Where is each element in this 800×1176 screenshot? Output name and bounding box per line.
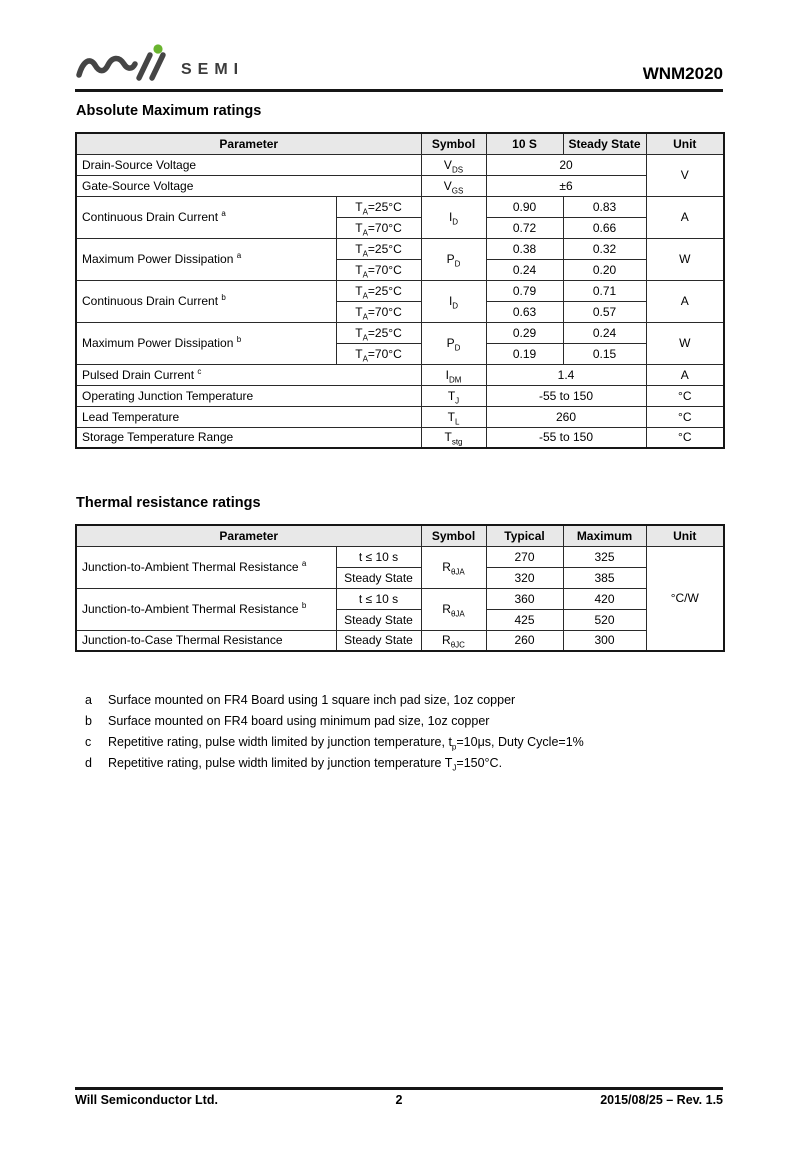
part-number: WNM2020 (642, 64, 723, 83)
footnote-text: Surface mounted on FR4 board using minimum pad size, 1oz copper (108, 714, 490, 728)
table-row (76, 427, 724, 448)
footnotes (75, 693, 723, 773)
unit-cell: A (646, 280, 724, 322)
param-cell: Junction-to-Ambient Thermal Resistance $^b$ (76, 588, 336, 630)
table-row (76, 175, 724, 196)
condition-cell: $T_A=70^\circ C$ (336, 301, 421, 322)
footnote-item (75, 694, 723, 707)
value-cell: 0.38 (486, 238, 563, 259)
header-cell-maximum: Maximum (563, 525, 646, 546)
value-cell: 270 (486, 546, 563, 567)
value-cell: 0.32 (563, 238, 646, 259)
value-cell: ±6 (486, 175, 646, 196)
header-cell-symbol: Symbol (421, 525, 486, 546)
table-row (76, 280, 724, 301)
footer-company: Will Semiconductor Ltd. (75, 1093, 218, 1107)
value-cell: 0.66 (563, 217, 646, 238)
condition-cell: t ≤ 10 s (336, 588, 421, 609)
condition-cell: Steady State (336, 630, 421, 651)
unit-cell: W (646, 238, 724, 280)
condition-cell: $T_A=25^\circ C$ (336, 280, 421, 301)
value-cell: 0.29 (486, 322, 563, 343)
value-cell: 0.24 (486, 259, 563, 280)
table-row (76, 154, 724, 175)
value-cell: 0.63 (486, 301, 563, 322)
header-cell-unit: Unit (646, 133, 724, 154)
param-cell: Drain-Source Voltage (76, 154, 421, 175)
unit-cell: W (646, 322, 724, 364)
symbol-cell: $R_{\theta JA}$ (421, 546, 486, 588)
param-cell: Junction-to-Ambient Thermal Resistance $^a$ (76, 546, 336, 588)
unit-cell: V (646, 154, 724, 196)
symbol-cell: $R_{\theta JC}$ (421, 630, 486, 651)
footnote-item (75, 715, 723, 728)
param-cell: Continuous Drain Current $^a$ (76, 196, 336, 238)
footnote-text: Surface mounted on FR4 Board using 1 square inch pad size, 1oz copper (108, 693, 516, 707)
condition-cell: $T_A=25^\circ C$ (336, 196, 421, 217)
brand-name-text: SEMI (181, 61, 245, 78)
condition-cell: $T_A=70^\circ C$ (336, 217, 421, 238)
value-cell: -55 to 150 (486, 427, 646, 448)
value-cell: 320 (486, 567, 563, 588)
unit-cell: A (646, 364, 724, 385)
value-cell: 20 (486, 154, 646, 175)
condition-cell: Steady State (336, 567, 421, 588)
table-row (76, 630, 724, 651)
condition-cell: Steady State (336, 609, 421, 630)
symbol-cell: $T_L$ (421, 406, 486, 427)
footer-page-number: 2 (395, 1093, 403, 1107)
section-title-thermal-resistance: Thermal resistance ratings (76, 495, 261, 511)
footer-revision: 2015/08/25 – Rev. 1.5 (600, 1093, 724, 1107)
value-cell: 420 (563, 588, 646, 609)
param-cell: Lead Temperature (76, 406, 421, 427)
thermal-resistance-ratings-table (75, 524, 725, 652)
value-cell: 520 (563, 609, 646, 630)
param-cell: Pulsed Drain Current $^c$ (76, 364, 421, 385)
symbol-cell: $R_{\theta JA}$ (421, 588, 486, 630)
condition-cell: t ≤ 10 s (336, 546, 421, 567)
brand-logo (75, 44, 244, 86)
table-row (76, 546, 724, 567)
param-cell: Junction-to-Case Thermal Resistance (76, 630, 336, 651)
header-divider (75, 89, 723, 92)
table-header-row (76, 525, 724, 546)
unit-cell: °C/W (646, 546, 724, 651)
footer-divider (75, 1087, 723, 1090)
param-cell: Storage Temperature Range (76, 427, 421, 448)
table-row (76, 238, 724, 259)
absolute-maximum-ratings-table (75, 132, 725, 449)
value-cell: 0.19 (486, 343, 563, 364)
value-cell: 360 (486, 588, 563, 609)
value-cell: 0.90 (486, 196, 563, 217)
param-cell: Maximum Power Dissipation $^a$ (76, 238, 336, 280)
value-cell: 0.57 (563, 301, 646, 322)
header-cell-parameter: Parameter (76, 133, 421, 154)
param-cell: Operating Junction Temperature (76, 385, 421, 406)
footnote-text: Repetitive rating, pulse width limited by junction temperature $T_J=150^\circ C$. (108, 756, 503, 773)
will-semi-logo-icon (75, 44, 171, 86)
page-footer (75, 1087, 723, 1107)
symbol-cell: $V_{GS}$ (421, 175, 486, 196)
symbol-cell: $P_D$ (421, 238, 486, 280)
param-cell: Gate-Source Voltage (76, 175, 421, 196)
value-cell: 325 (563, 546, 646, 567)
header-cell-unit: Unit (646, 525, 724, 546)
value-cell: 0.15 (563, 343, 646, 364)
symbol-cell: $T_{stg}$ (421, 427, 486, 448)
param-cell: Continuous Drain Current $^b$ (76, 280, 336, 322)
unit-cell: °C (646, 406, 724, 427)
header-cell-symbol: Symbol (421, 133, 486, 154)
value-cell: 0.79 (486, 280, 563, 301)
header-cell-parameter: Parameter (76, 525, 421, 546)
condition-cell: $T_A=70^\circ C$ (336, 259, 421, 280)
condition-cell: $T_A=25^\circ C$ (336, 238, 421, 259)
value-cell: 1.4 (486, 364, 646, 385)
section-title-absolute-maximum: Absolute Maximum ratings (76, 103, 262, 119)
symbol-cell: $I_D$ (421, 196, 486, 238)
header-cell-typical: Typical (486, 525, 563, 546)
table-row (76, 406, 724, 427)
symbol-cell: $P_D$ (421, 322, 486, 364)
table-row (76, 322, 724, 343)
footnote-label: b (85, 714, 92, 728)
value-cell: 300 (563, 630, 646, 651)
logo-green-dot-icon (153, 44, 162, 53)
value-cell: 385 (563, 567, 646, 588)
value-cell: 260 (486, 630, 563, 651)
symbol-cell: $V_{DS}$ (421, 154, 486, 175)
table-row (76, 196, 724, 217)
condition-cell: $T_A=25^\circ C$ (336, 322, 421, 343)
unit-cell: A (646, 196, 724, 238)
header-cell-10s: 10 S (486, 133, 563, 154)
value-cell: 0.72 (486, 217, 563, 238)
table-row (76, 588, 724, 609)
value-cell: 0.20 (563, 259, 646, 280)
symbol-cell: $I_{DM}$ (421, 364, 486, 385)
unit-cell: °C (646, 385, 724, 406)
footnote-label: a (85, 693, 92, 707)
footnote-item (75, 735, 723, 752)
table-header-row (76, 133, 724, 154)
unit-cell: °C (646, 427, 724, 448)
page-header (75, 44, 723, 86)
header-cell-steady-state: Steady State (563, 133, 646, 154)
symbol-cell: $T_J$ (421, 385, 486, 406)
value-cell: 0.24 (563, 322, 646, 343)
param-cell: Maximum Power Dissipation $^b$ (76, 322, 336, 364)
symbol-cell: $I_D$ (421, 280, 486, 322)
value-cell: 0.71 (563, 280, 646, 301)
table-row (76, 364, 724, 385)
value-cell: 0.83 (563, 196, 646, 217)
table-row (76, 385, 724, 406)
footnote-label: c (85, 735, 92, 749)
footnote-label: d (85, 756, 92, 770)
value-cell: -55 to 150 (486, 385, 646, 406)
condition-cell: $T_A=70^\circ C$ (336, 343, 421, 364)
value-cell: 425 (486, 609, 563, 630)
value-cell: 260 (486, 406, 646, 427)
footnote-text: Repetitive rating, pulse width limited by junction temperature, $t_p=10\mu s$, Duty Cycle=1% (108, 735, 584, 752)
footnote-item (75, 756, 723, 773)
